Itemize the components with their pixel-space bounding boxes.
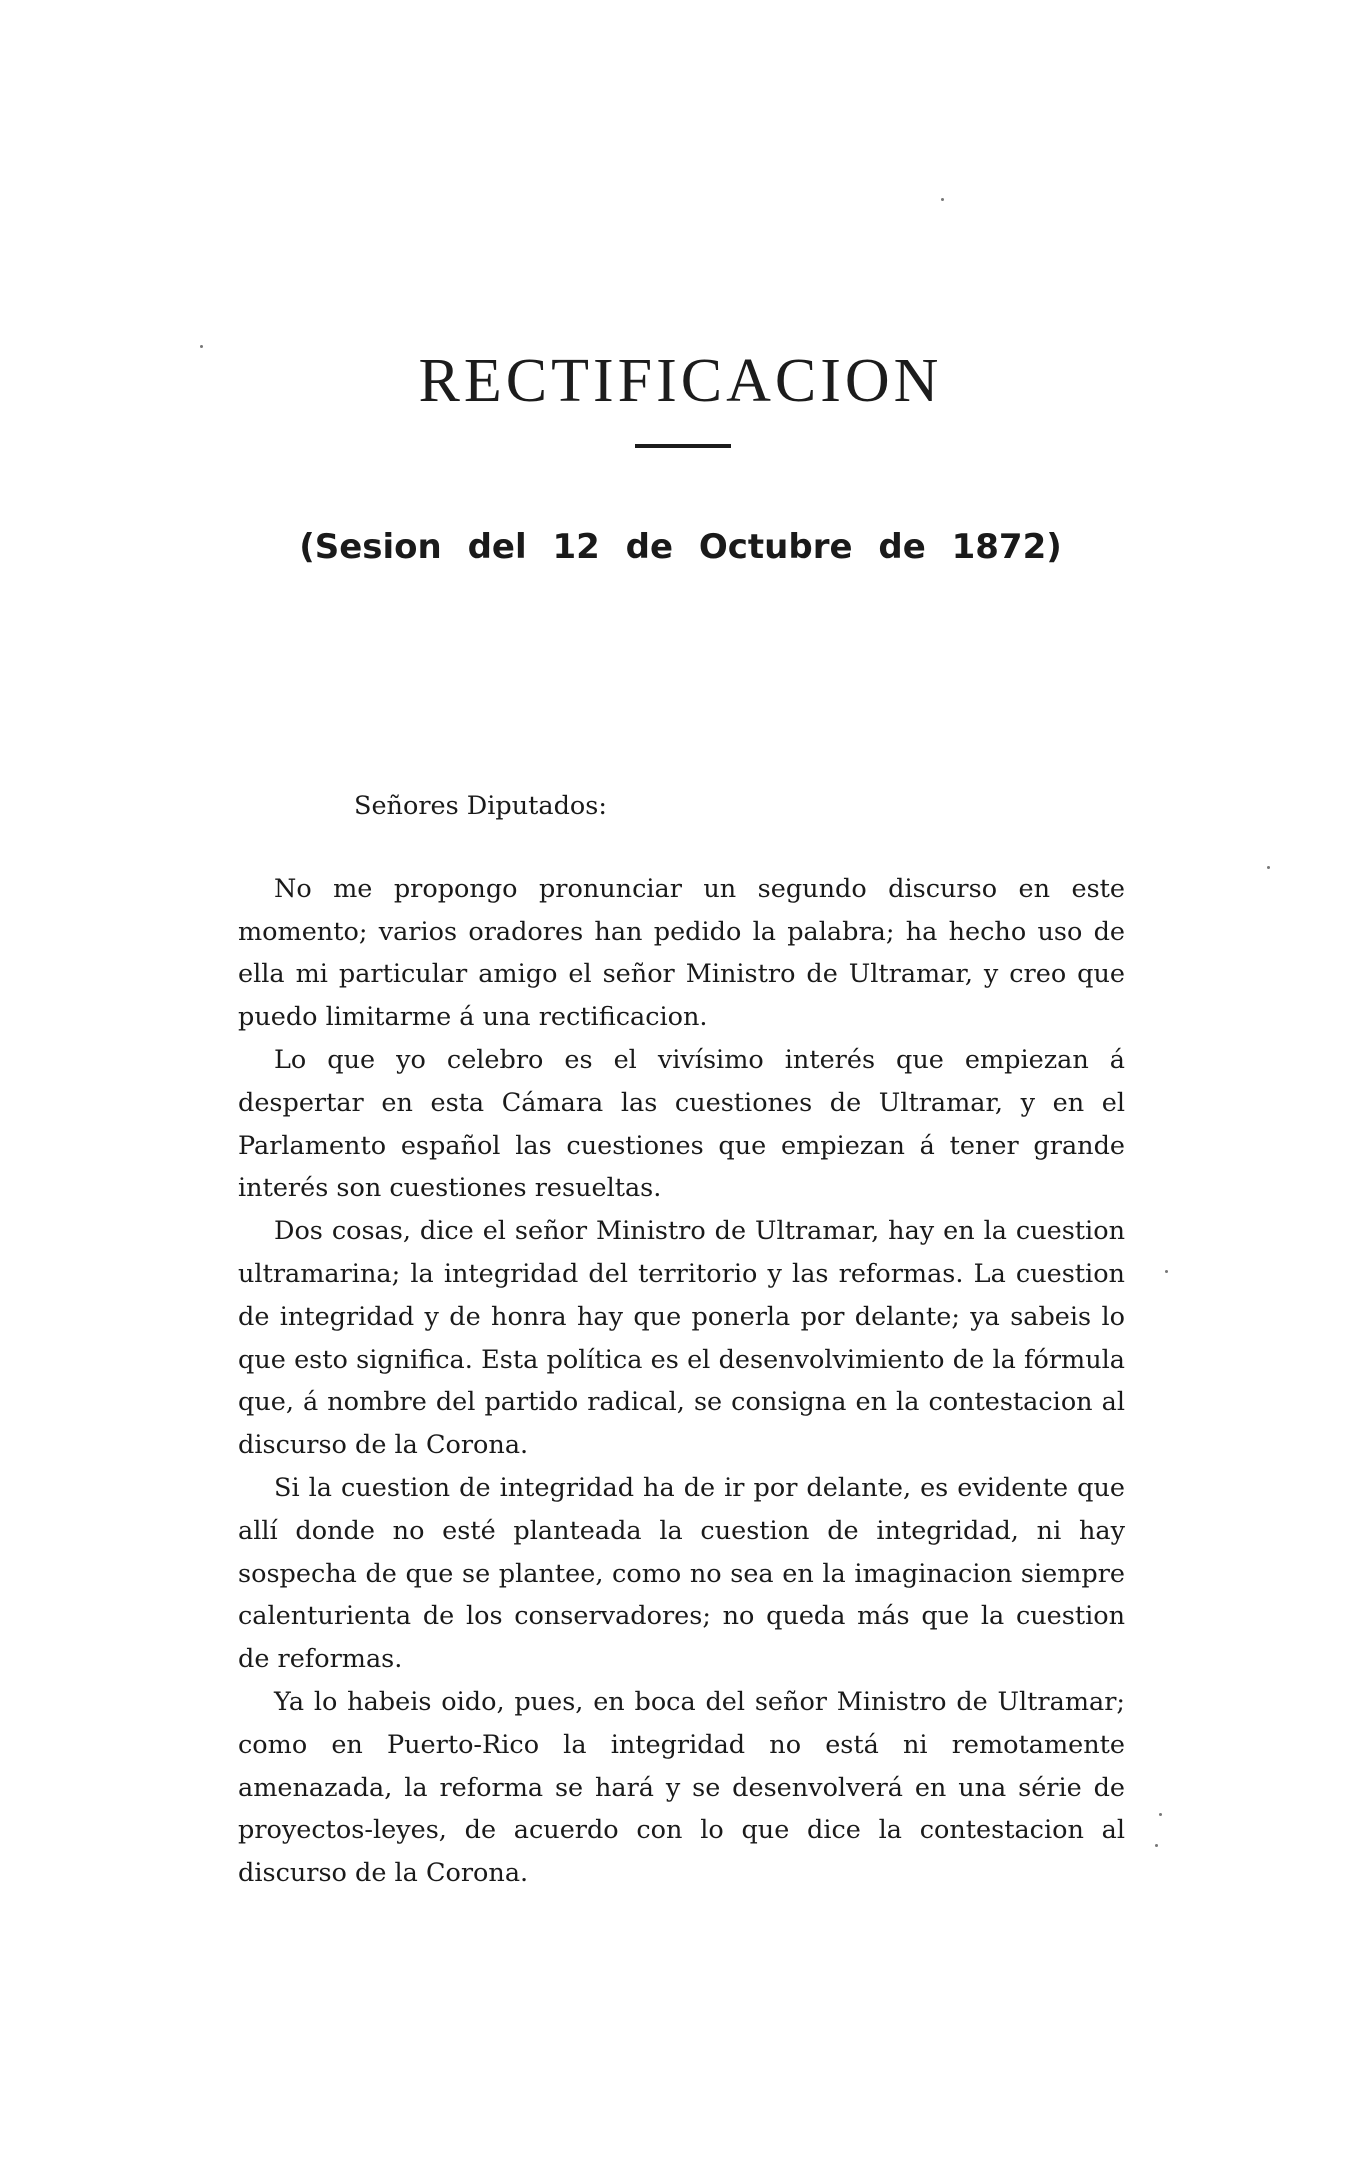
- page-title: RECTIFICACION: [418, 347, 943, 415]
- speech-body: [238, 785, 1125, 1895]
- salutation: Señores Diputados:: [354, 791, 607, 821]
- scan-speck: [1155, 1844, 1158, 1847]
- title-divider: [635, 444, 731, 448]
- scan-speck: [941, 198, 944, 201]
- paragraph: Si la cuestion de integridad ha de ir por delante, es evidente que allí donde no esté planteada la cuestion de integridad, ni hay sospecha de que se plantee, como no sea en la imaginacion siempre calenturienta de los conservadores; no queda más que la cuestion de reformas.: [238, 1472, 1125, 1675]
- scan-speck: [1159, 1813, 1162, 1816]
- scan-speck: [200, 345, 203, 348]
- scan-speck: [1267, 866, 1270, 869]
- paragraph: Lo que yo celebro es el vivísimo interés que empiezan á despertar en esta Cámara las cuestiones de Ultramar, y en el Parlamento español las cuestiones que empiezan á tener grande interés son cuestiones resueltas.: [238, 1044, 1125, 1204]
- session-subtitle: (Sesion del 12 de Octubre de 1872): [299, 527, 1062, 567]
- scan-speck: [1165, 1270, 1168, 1273]
- paragraph: Dos cosas, dice el señor Ministro de Ultramar, hay en la cuestion ultramarina; la integridad del territorio y las reformas. La cuestion de integridad y de honra hay que ponerla por delante; ya sabeis lo que esto significa. Esta política es el desenvolvimiento de la fórmula que, á nombre del partido radical, se consigna en la contestacion al discurso de la Corona.: [238, 1216, 1125, 1461]
- paragraph: Ya lo habeis oido, pues, en boca del señor Ministro de Ultramar; como en Puerto-Rico la integridad no está ni remotamente amenazada, la reforma se hará y se desenvolverá en una série de proyectos-leyes, de acuerdo con lo que dice la contestacion al discurso de la Corona.: [238, 1686, 1125, 1889]
- paragraph: No me propongo pronunciar un segundo discurso en este momento; varios oradores han pedido la palabra; ha hecho uso de ella mi particular amigo el señor Ministro de Ultramar, y creo que puedo limitarme á una rectificacion.: [238, 873, 1125, 1033]
